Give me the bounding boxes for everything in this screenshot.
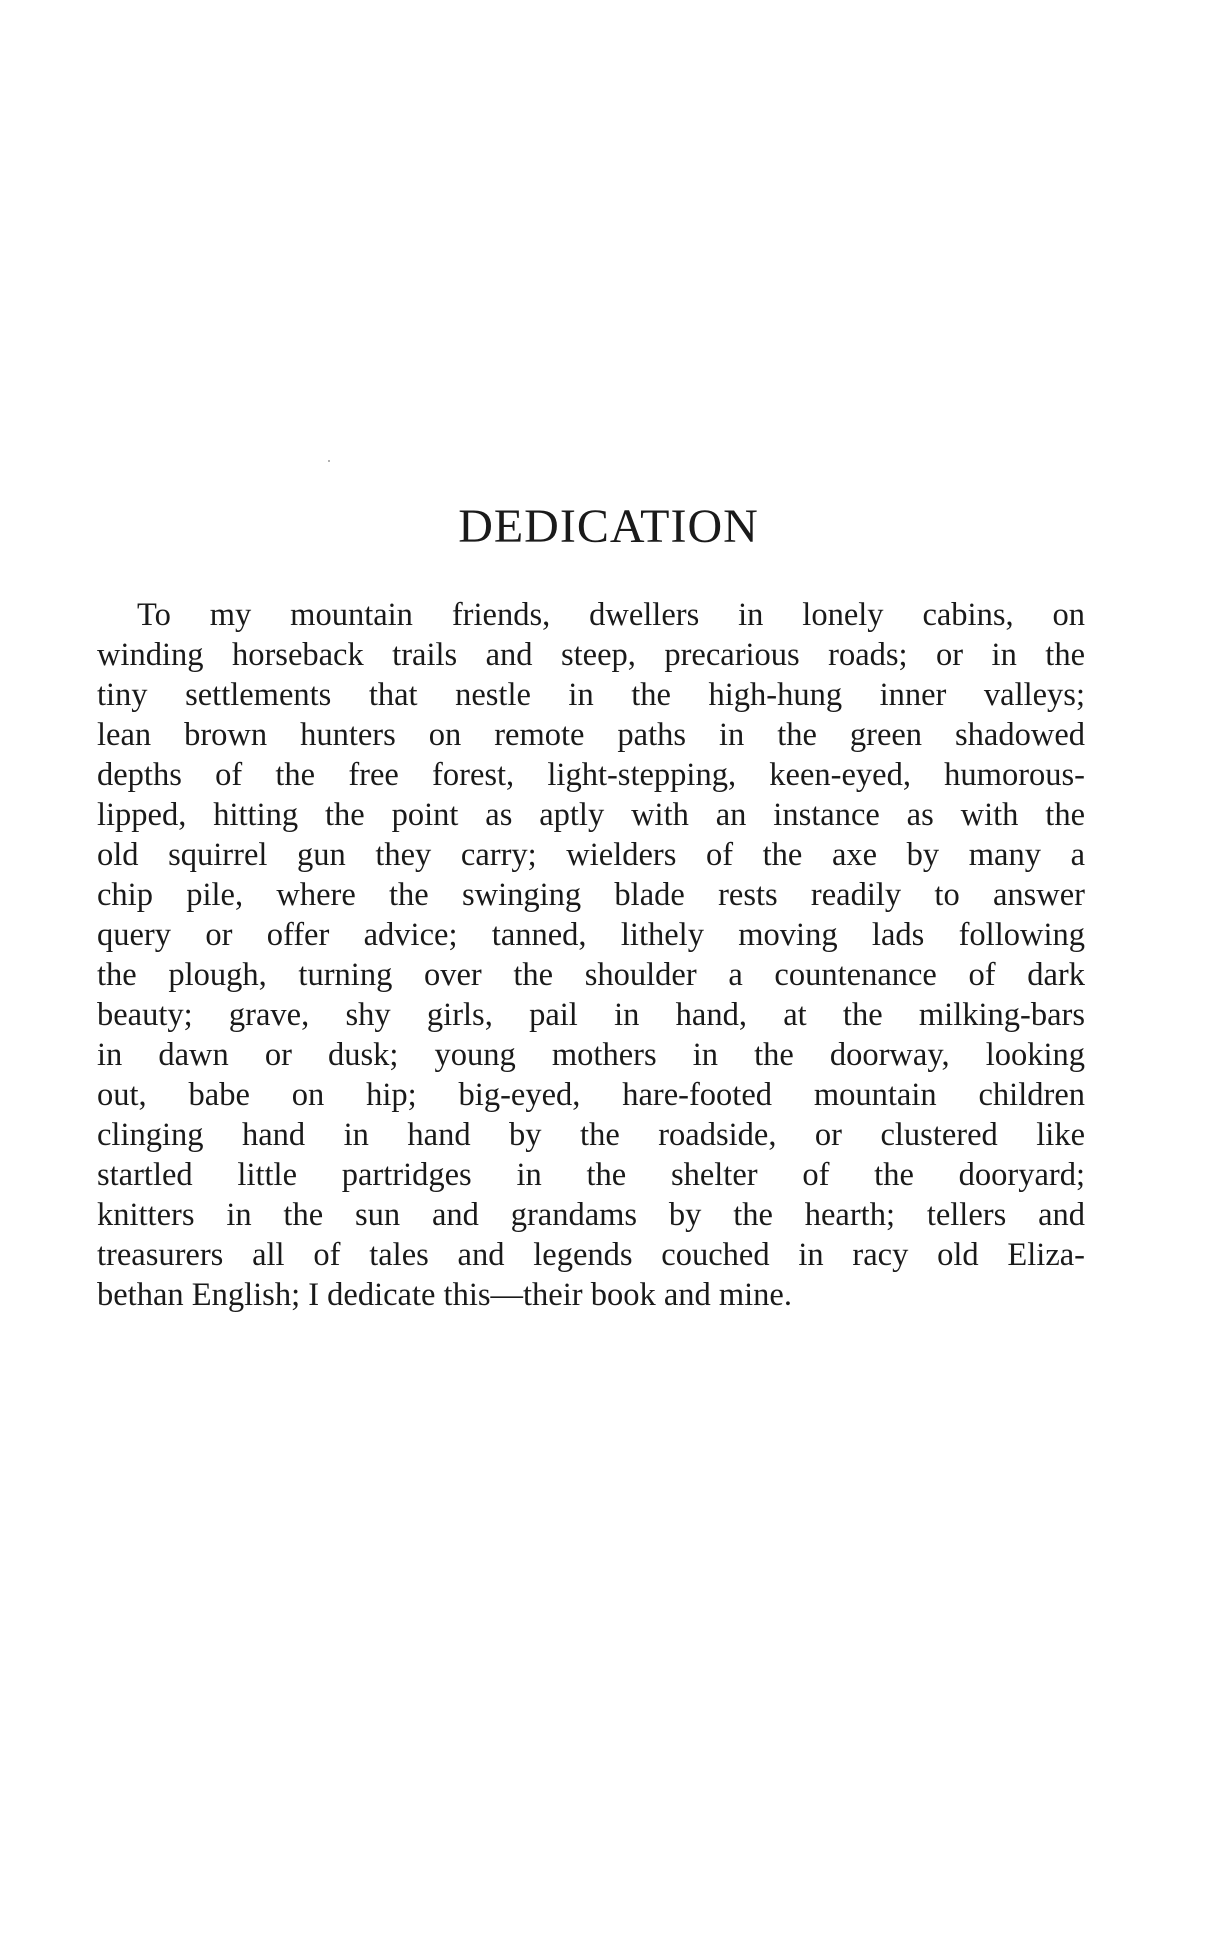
text-line: in dawn or dusk; young mothers in the doorway, looking: [97, 1037, 1085, 1073]
text-line: tiny settlements that nestle in the high-hung inner valleys;: [97, 677, 1085, 713]
text-line: treasurers all of tales and legends couched in racy old Eliza-: [97, 1237, 1085, 1273]
text-line: chip pile, where the swinging blade rests readily to answer: [97, 877, 1085, 913]
text-line: lean brown hunters on remote paths in the green shadowed: [97, 717, 1085, 753]
text-line: depths of the free forest, light-stepping, keen-eyed, humorous-: [97, 757, 1085, 793]
text-line: out, babe on hip; big-eyed, hare-footed mountain children: [97, 1077, 1085, 1113]
text-line: winding horseback trails and steep, precarious roads; or in the: [97, 637, 1085, 673]
text-line: query or offer advice; tanned, lithely moving lads following: [97, 917, 1085, 953]
text-line: bethan English; I dedicate this—their book and mine.: [97, 1277, 792, 1313]
dedication-text: [97, 595, 1085, 1315]
text-line: To my mountain friends, dwellers in lonely cabins, on: [137, 597, 1085, 633]
print-speck: [328, 460, 330, 462]
text-line: knitters in the sun and grandams by the hearth; tellers and: [97, 1197, 1085, 1233]
page-title: DEDICATION: [458, 500, 759, 553]
text-line: old squirrel gun they carry; wielders of the axe by many a: [97, 837, 1085, 873]
text-line: beauty; grave, shy girls, pail in hand, at the milking-bars: [97, 997, 1085, 1033]
text-line: lipped, hitting the point as aptly with an instance as with the: [97, 797, 1085, 833]
text-line: clinging hand in hand by the roadside, or clustered like: [97, 1117, 1085, 1153]
text-line: startled little partridges in the shelter of the dooryard;: [97, 1157, 1085, 1193]
text-line: the plough, turning over the shoulder a countenance of dark: [97, 957, 1085, 993]
